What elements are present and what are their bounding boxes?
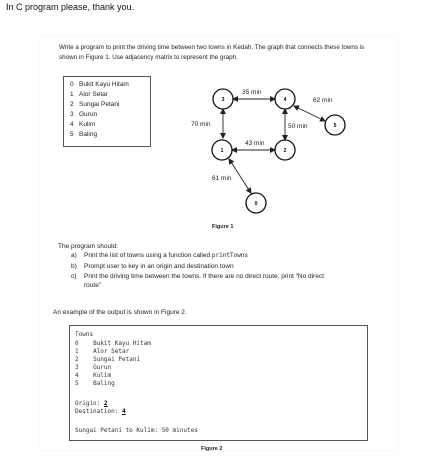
console-town-row	[75, 348, 129, 355]
town-name: Bukit Kayu Hitam	[79, 81, 129, 88]
console-town-index: 0	[75, 340, 79, 347]
request-text: In C program please, thank you.	[6, 2, 135, 12]
node-label: 4	[283, 97, 287, 103]
requirement-text: Prompt user to key in an origin and destination town	[84, 263, 234, 270]
console-origin-line	[75, 400, 108, 407]
town-name: Sungai Petani	[79, 101, 120, 108]
town-index: 1	[70, 91, 74, 98]
console-town-index: 2	[75, 356, 79, 363]
node-label: 1	[220, 148, 224, 154]
console-header: Towns	[75, 331, 94, 338]
edge-label: 43 min	[245, 140, 265, 147]
node-label: 5	[333, 123, 337, 129]
console-output-box	[69, 325, 368, 441]
graph-node	[275, 140, 295, 160]
requirement-key: b)	[71, 263, 77, 270]
edge-4-5	[294, 106, 325, 121]
edge-label: 35 min	[242, 89, 262, 96]
console-town-row	[75, 372, 111, 379]
console-town-name: Bukit Kayu Hitam	[93, 340, 151, 347]
requirement-key: c)	[71, 273, 77, 280]
graph-node	[246, 193, 266, 213]
figure-1-caption: Figure 1	[212, 224, 234, 230]
task-description: Write a program to print the driving time between two towns in Kedah. The graph that connects these towns is shown in Figure 1. Use adjacency matrix to represent the graph.	[59, 44, 365, 61]
example-intro: An example of the output is shown in Figure 2.	[53, 309, 187, 316]
destination-label: Destination:	[75, 408, 122, 415]
town-index: 5	[70, 131, 74, 138]
town-name: Kulim	[79, 121, 96, 128]
node-label: 3	[221, 97, 225, 103]
edge-1-0	[229, 159, 251, 193]
edge-label: 50 min	[288, 123, 308, 130]
figure-2-caption: Figure 2	[201, 446, 223, 452]
requirement-item	[71, 263, 234, 272]
requirement-key: a)	[71, 252, 77, 259]
node-label: 0	[254, 201, 258, 207]
town-name: Gurun	[79, 111, 98, 118]
town-name: Alor Setar	[79, 91, 108, 98]
console-town-name: Kulim	[93, 372, 112, 379]
requirement-text: Print the driving time between the towns. If there are no direct route, print “No direct	[84, 273, 324, 280]
console-town-index: 1	[75, 348, 79, 355]
console-town-row	[75, 364, 111, 371]
console-town-row	[75, 356, 140, 363]
requirements-intro: The program should:	[58, 243, 118, 250]
requirement-text: route”	[84, 282, 101, 289]
console-town-name: Alor Setar	[93, 348, 130, 355]
town-name: Baling	[79, 131, 98, 138]
console-town-index: 3	[75, 364, 79, 371]
origin-value: 2	[103, 400, 108, 407]
origin-label: Origin:	[75, 400, 104, 407]
requirement-code: printTowns	[211, 252, 249, 259]
requirement-item	[71, 282, 101, 291]
requirement-text: Print the list of towns using a function called	[84, 252, 212, 259]
edge-label: 61 min	[212, 175, 232, 182]
requirement-item	[71, 273, 324, 282]
edge-label: 70 min	[191, 121, 211, 128]
console-town-name: Gurun	[93, 364, 112, 371]
town-index: 3	[70, 111, 74, 118]
destination-value: 4	[121, 408, 126, 415]
console-town-row	[75, 340, 151, 347]
console-town-index: 5	[75, 380, 79, 387]
town-index: 4	[70, 121, 74, 128]
console-town-name: Sungai Petani	[93, 356, 141, 363]
town-index: 2	[70, 101, 74, 108]
town-index: 0	[70, 81, 74, 88]
console-destination-line	[75, 408, 126, 415]
console-town-row	[75, 380, 115, 387]
graph-node	[213, 89, 233, 109]
console-town-index: 4	[75, 372, 79, 379]
console-result-line: Sungai Petani to Kulim: 50 minutes	[75, 427, 198, 434]
node-label: 2	[283, 148, 287, 154]
graph-node	[212, 140, 232, 160]
edge-label: 62 min	[313, 97, 333, 104]
graph-node	[275, 89, 295, 109]
console-town-name: Baling	[93, 380, 115, 387]
graph-node	[325, 115, 345, 135]
requirement-item	[71, 252, 248, 261]
